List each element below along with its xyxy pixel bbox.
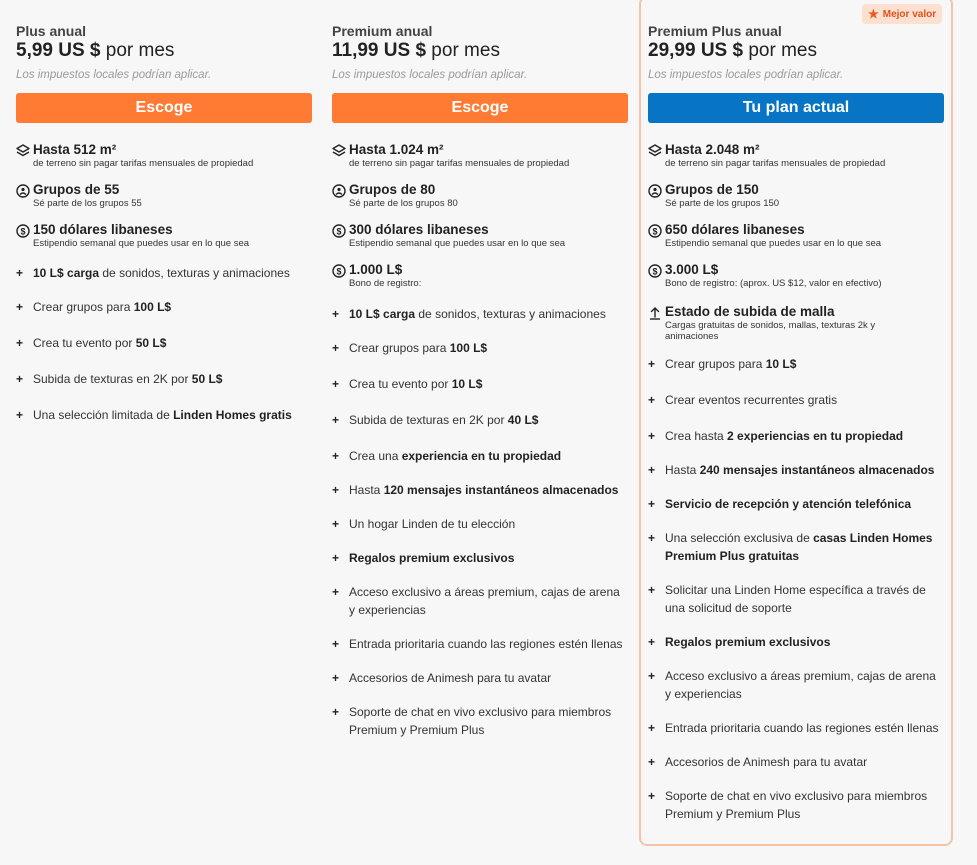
svg-text:$: $ (20, 226, 26, 237)
list-item: + Entrada prioritaria cuando las regiones estén llenas (648, 721, 939, 735)
group-icon (332, 184, 346, 198)
plan-price: 5,99 US $ por mes (16, 40, 175, 61)
group-icon (16, 184, 30, 198)
list-item: + Crea tu evento por 50 L$ (16, 336, 167, 350)
list-item: + Solicitar una Linden Home específica a través de una solicitud de soporte (648, 583, 926, 615)
list-item: + Crear grupos para 10 L$ (648, 357, 797, 371)
list-item: + Servicio de recepción y atención telefónica (648, 497, 912, 511)
list-item: + Crea una experiencia en tu propiedad (332, 449, 562, 463)
list-item: + Una selección limitada de Linden Homes gratis (16, 408, 292, 422)
list-item: + Subida de texturas en 2K por 50 L$ (16, 372, 223, 386)
list-item: + Una selección exclusiva de casas Linden Homes Premium Plus gratuitas (648, 531, 933, 563)
list-item: + 10 L$ carga de sonidos, texturas y animaciones (16, 266, 290, 280)
layers-icon (648, 144, 662, 158)
list-item: + Accesorios de Animesh para tu avatar (648, 755, 868, 769)
list-item: + Crear eventos recurrentes gratis (648, 393, 838, 407)
currency-icon (648, 224, 662, 238)
svg-text:$: $ (336, 266, 342, 277)
list-item: + Accesorios de Animesh para tu avatar (332, 671, 552, 685)
currency-icon (16, 224, 30, 238)
list-item: + Soporte de chat en vivo exclusivo para miembros Premium y Premium Plus (648, 789, 928, 821)
tax-note: Los impuestos locales podrían aplicar. (16, 69, 212, 81)
list-item: + Hasta 240 mensajes instantáneos almacenados (648, 463, 935, 477)
choose-premium-button[interactable]: Escoge (332, 93, 628, 123)
tax-note: Los impuestos locales podrían aplicar. (648, 69, 844, 81)
badge-label: Mejor valor (882, 8, 937, 20)
current-plan-button[interactable]: Tu plan actual (648, 93, 944, 123)
list-item: + Crea tu evento por 10 L$ (332, 377, 483, 391)
group-icon (648, 184, 662, 198)
choose-plus-button[interactable]: Escoge (16, 93, 312, 123)
list-item: + Regalos premium exclusivos (332, 551, 515, 565)
plan-title: Plus anual (16, 23, 87, 39)
list-item: + 10 L$ carga de sonidos, texturas y animaciones (332, 307, 606, 321)
tax-note: Los impuestos locales podrían aplicar. (332, 69, 528, 81)
list-item: + Entrada prioritaria cuando las regiones estén llenas (332, 637, 623, 651)
star-icon: ★ (868, 7, 879, 21)
list-item: + Regalos premium exclusivos (648, 635, 831, 649)
svg-text:$: $ (336, 226, 342, 237)
svg-text:$: $ (652, 226, 658, 237)
list-item: + Crea hasta 2 experiencias en tu propiedad (648, 429, 904, 443)
layers-icon (16, 144, 30, 158)
list-item: + Subida de texturas en 2K por 40 L$ (332, 413, 539, 427)
plan-title: Premium anual (332, 23, 433, 39)
plan-title: Premium Plus anual (648, 23, 782, 39)
layers-icon (332, 144, 346, 158)
list-item: + Acceso exclusivo a áreas premium, cajas de arena y experiencias (332, 585, 620, 617)
currency-icon (648, 264, 662, 278)
currency-icon (332, 264, 346, 278)
list-item: + Acceso exclusivo a áreas premium, cajas de arena y experiencias (648, 669, 936, 701)
list-item: + Crear grupos para 100 L$ (16, 300, 172, 314)
svg-text:$: $ (652, 266, 658, 277)
list-item: + Crear grupos para 100 L$ (332, 341, 488, 355)
currency-icon (332, 224, 346, 238)
upload-icon (648, 306, 662, 320)
list-item: + Soporte de chat en vivo exclusivo para miembros Premium y Premium Plus (332, 705, 612, 737)
plan-price: 29,99 US $ por mes (648, 40, 817, 61)
list-item: + Un hogar Linden de tu elección (332, 517, 516, 531)
list-item: + Hasta 120 mensajes instantáneos almacenados (332, 483, 619, 497)
plan-price: 11,99 US $ por mes (332, 40, 500, 61)
best-value-badge (862, 4, 942, 24)
